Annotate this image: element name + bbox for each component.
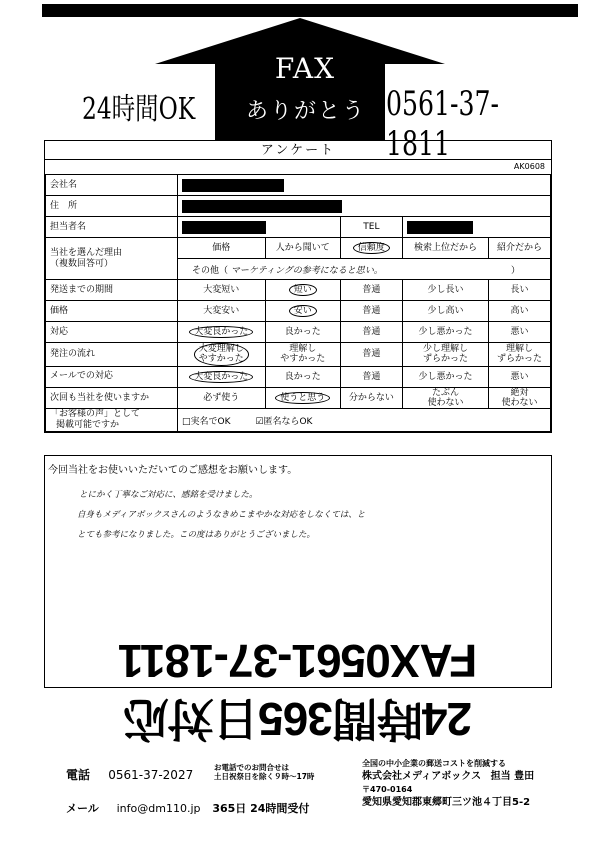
rating-option-selected[interactable]: 使うと思う <box>275 392 330 404</box>
rating-option[interactable]: 普通 <box>362 371 381 382</box>
other-handwritten: マーケティングの参考になると思い。 <box>230 265 383 276</box>
voice-label-2: 掲載可能ですか <box>56 420 120 431</box>
phone-note-1: お電話でのお問合せは <box>214 763 289 772</box>
mail-hours: 365日 24時間受付 <box>212 802 310 815</box>
tel-label: TEL <box>340 217 402 238</box>
phone-number[interactable]: 0561-37-2027 <box>108 768 194 782</box>
rating-option[interactable]: 普通 <box>362 305 381 316</box>
person-label: 担当者名 <box>46 217 178 238</box>
voice-label-cell <box>46 409 178 432</box>
comment-prompt: 今回当社をお使いいただいてのご感想をお願いします。 <box>48 465 298 476</box>
redacted-block <box>182 200 342 213</box>
voice-option-anonymous[interactable]: ☑匿名ならOK <box>255 416 313 427</box>
hours-badge: 24時間OK <box>82 92 196 127</box>
rating-option[interactable]: 絶対 使わない <box>501 387 538 409</box>
rating-option[interactable]: 普通 <box>362 284 381 295</box>
company-label: 会社名 <box>46 175 178 196</box>
address: 愛知県愛知郡東郷町三ツ池４丁目5-2 <box>362 796 531 808</box>
postal-code: 〒470-0164 <box>362 785 413 795</box>
rating-option-selected[interactable]: 大変良かった <box>189 371 253 383</box>
reason-option[interactable]: 価格 <box>178 238 266 259</box>
rating-option[interactable]: 少し高い <box>427 305 464 316</box>
rating-option[interactable]: 高い <box>510 305 529 316</box>
company-field[interactable] <box>178 175 551 196</box>
rating-row <box>46 343 551 367</box>
rating-option[interactable]: 悪い <box>510 371 529 382</box>
rating-label: 発注の流れ <box>46 343 178 367</box>
reason-row <box>46 238 551 259</box>
mail-label: メール <box>66 802 99 815</box>
redacted-block <box>182 179 284 192</box>
rating-option-selected[interactable]: 大変理解し やすかった <box>194 343 249 366</box>
company-line <box>362 770 534 785</box>
survey-form <box>44 140 552 433</box>
reason-option[interactable]: 人から聞いて <box>265 238 340 259</box>
rating-option[interactable]: 少し理解し ずらかった <box>422 344 468 365</box>
contact-person: 担当 豊田 <box>490 770 535 782</box>
form-title: アンケート <box>45 141 551 160</box>
redacted-block <box>182 221 266 234</box>
rating-option[interactable]: 悪い <box>510 326 529 337</box>
comment-line: とにかく丁寧なご対応に、感銘を受けました。 <box>79 490 258 500</box>
rating-label: 次回も当社を使いますか <box>46 387 178 409</box>
form-code: AK0608 <box>513 162 545 171</box>
rating-label: 価格 <box>46 301 178 322</box>
person-field[interactable] <box>178 217 341 238</box>
rating-option[interactable]: 普通 <box>362 326 381 337</box>
rating-option[interactable]: 少し悪かった <box>418 326 473 337</box>
voice-option-realname[interactable]: □実名でOK <box>182 416 231 427</box>
thanks-label: ありがとう <box>245 99 366 124</box>
rating-option[interactable]: 分からない <box>348 392 394 403</box>
reason-other[interactable] <box>178 259 551 280</box>
survey-table <box>45 174 551 432</box>
rating-option[interactable]: 理解し やすかった <box>280 344 326 365</box>
redacted-block <box>407 221 473 234</box>
rating-label: 発送までの期間 <box>46 280 178 301</box>
company-info <box>362 758 534 810</box>
top-black-bar <box>42 4 578 17</box>
rating-option-selected[interactable]: 大変良かった <box>189 326 253 338</box>
rating-option-selected[interactable]: 安い <box>289 305 317 317</box>
company-row <box>46 175 551 196</box>
reason-sublabel: （複数回答可） <box>50 258 114 269</box>
rating-option[interactable]: 大変安い <box>203 305 240 316</box>
mail-block <box>66 800 309 816</box>
rating-rows <box>46 280 551 409</box>
rating-row <box>46 366 551 387</box>
phone-note <box>214 763 314 782</box>
upside-down-banner: 24時間365日対応FAX0561-37-1811 <box>118 635 478 745</box>
rating-option[interactable]: たぶん 使わない <box>427 387 464 409</box>
fax-number: 0561-37-1811 <box>386 84 500 164</box>
voice-label-1: 「お客様の声」として <box>50 409 141 420</box>
other-label: その他（ <box>192 265 229 276</box>
rating-label: 対応 <box>46 322 178 343</box>
rating-row <box>46 322 551 343</box>
mail-address[interactable]: info@dm110.jp <box>116 802 201 815</box>
person-row <box>46 217 551 238</box>
comment-line: 自身もメディアボックスさんのようなきめこまやかな対応をしなくては、と <box>77 510 366 520</box>
address-row <box>46 196 551 217</box>
fax-label: FAX <box>274 52 336 85</box>
phone-label: 電話 <box>66 768 91 782</box>
tel-field[interactable] <box>402 217 550 238</box>
company-name: 株式会社メディアボックス <box>362 770 482 782</box>
rating-option[interactable]: 長い <box>510 284 529 295</box>
reason-option[interactable]: 検索上位だから <box>402 238 488 259</box>
reason-option-selected[interactable]: 信頼度 <box>353 242 390 254</box>
address-field[interactable] <box>178 196 551 217</box>
other-close: ） <box>510 265 520 276</box>
rating-option[interactable]: 少し悪かった <box>418 371 473 382</box>
voice-row <box>46 409 551 432</box>
rating-option[interactable]: 普通 <box>362 349 381 360</box>
rating-option[interactable]: 大変短い <box>203 284 240 295</box>
rating-option-selected[interactable]: 短い <box>289 284 317 296</box>
rating-row <box>46 280 551 301</box>
phone-note-2: 土日祝祭日を除く９時〜17時 <box>214 772 315 782</box>
rating-row <box>46 387 551 409</box>
tagline: 全国の中小企業の郵送コストを削減する <box>362 759 506 768</box>
reason-option[interactable]: 紹介だから <box>489 238 551 259</box>
reason-label-cell <box>46 238 178 280</box>
rating-option[interactable]: 良かった <box>284 371 321 382</box>
rating-label: メールでの対応 <box>46 366 178 387</box>
rating-option[interactable]: 少し長い <box>427 284 464 295</box>
rating-option[interactable]: 良かった <box>284 326 321 337</box>
reason-label: 当社を選んだ理由 <box>50 247 123 258</box>
rating-row <box>46 301 551 322</box>
rating-option[interactable]: 理解し ずらかった <box>497 344 543 365</box>
phone-block <box>66 766 193 783</box>
rating-option[interactable]: 必ず使う <box>203 392 240 403</box>
comment-line: とても参考になりました。この度はありがとうございました。 <box>77 530 316 540</box>
address-label: 住 所 <box>46 196 178 217</box>
